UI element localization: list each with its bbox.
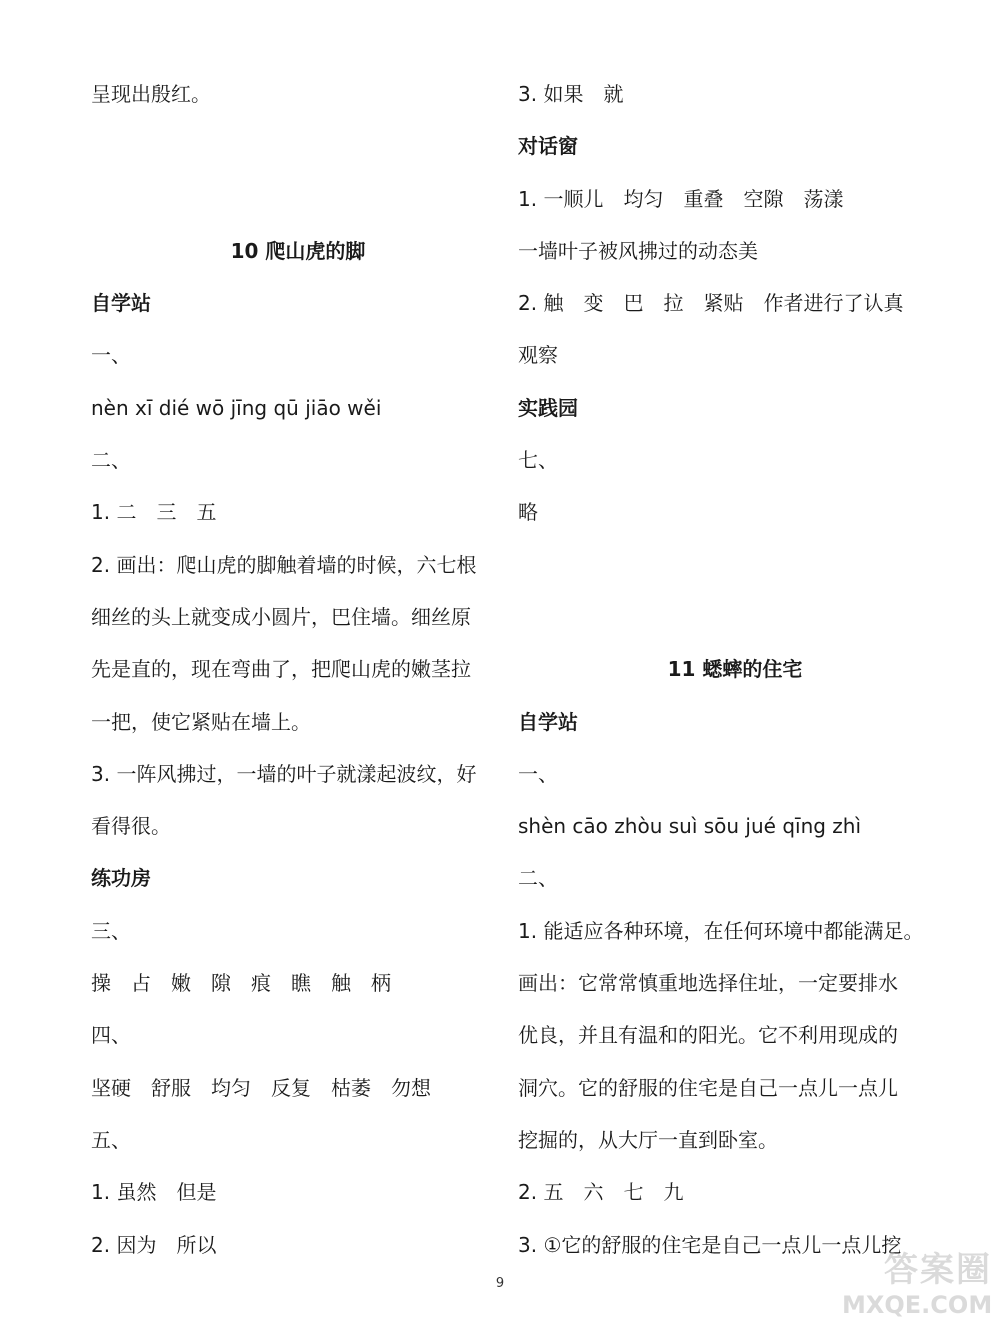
answer-line: 优良，并且有温和的阳光。它不利用现成的 — [518, 1023, 898, 1048]
section-heading: 练功房 — [91, 866, 151, 891]
lesson-title: 11 蟋蟀的住宅 — [667, 657, 803, 682]
question-number: 一、 — [91, 343, 131, 368]
question-number: 四、 — [91, 1023, 131, 1048]
lesson-title: 10 爬山虎的脚 — [230, 238, 366, 263]
left-column — [91, 68, 491, 1271]
answer-line: 1. 能适应各种环境，在任何环境中都能满足。 — [518, 918, 924, 943]
answer-line: 一墙叶子被风拂过的动态美 — [518, 238, 758, 263]
section-heading: 实践园 — [518, 395, 578, 420]
watermark-logo-text: 答案圈 — [884, 1250, 992, 1290]
answer-line: 画出：它常常慎重地选择住址，一定要排水 — [518, 971, 898, 996]
page-number: 9 — [495, 1276, 505, 1291]
answer-line: 挖掘的，从大厅一直到卧室。 — [518, 1127, 778, 1152]
pinyin-answer: shèn cāo zhòu suì sōu jué qīng zhì — [518, 814, 862, 839]
answer-line: 略 — [518, 500, 538, 525]
answer-line: 看得很。 — [91, 814, 171, 839]
answer-line: 观察 — [518, 343, 558, 368]
answer-line: 2. 触 变 巴 拉 紧贴 作者进行了认真 — [518, 291, 904, 316]
answer-line: 1. 二 三 五 — [91, 500, 217, 525]
answer-line: 坚硬 舒服 均匀 反复 枯萎 勿想 — [91, 1075, 431, 1100]
answer-line: 先是直的，现在弯曲了，把爬山虎的嫩茎拉 — [91, 657, 471, 682]
answer-line: 2. 五 六 七 九 — [518, 1180, 684, 1205]
answer-line: 3. 如果 就 — [518, 82, 624, 106]
answer-line: 1. 一顺儿 均匀 重叠 空隙 荡漾 — [518, 186, 844, 211]
spacer — [91, 120, 491, 225]
answer-line: 洞穴。它的舒服的住宅是自己一点儿一点儿 — [518, 1075, 898, 1100]
site-watermark — [842, 1242, 992, 1332]
answer-line: 细丝的头上就变成小圆片，巴住墙。细丝原 — [91, 604, 471, 629]
answer-line: 3. ①它的舒服的住宅是自己一点儿一点儿挖 — [518, 1232, 902, 1257]
question-number: 二、 — [518, 866, 558, 891]
question-number: 五、 — [91, 1127, 131, 1152]
question-number: 七、 — [518, 448, 558, 473]
section-heading: 自学站 — [91, 291, 151, 316]
spacer — [518, 539, 938, 644]
right-column — [518, 68, 938, 1271]
answer-line: 操 占 嫩 隙 痕 瞧 触 柄 — [91, 971, 391, 996]
answer-line: 2. 画出：爬山虎的脚触着墙的时候，六七根 — [91, 552, 477, 577]
pinyin-answer: nèn xī dié wō jīng qū jiāo wěi — [91, 395, 382, 420]
section-heading: 自学站 — [518, 709, 578, 734]
answer-line: 一把，使它紧贴在墙上。 — [91, 709, 311, 734]
answer-line: 2. 因为 所以 — [91, 1232, 217, 1257]
section-heading: 对话窗 — [518, 134, 578, 159]
question-number: 一、 — [518, 761, 558, 786]
question-number: 三、 — [91, 918, 131, 943]
question-number: 二、 — [91, 448, 131, 473]
watermark-url: MXQE.COM — [842, 1291, 993, 1319]
answer-line: 3. 一阵风拂过，一墙的叶子就漾起波纹，好 — [91, 761, 477, 786]
text-line: 呈现出殷红。 — [91, 82, 211, 106]
answer-line: 1. 虽然 但是 — [91, 1180, 217, 1205]
